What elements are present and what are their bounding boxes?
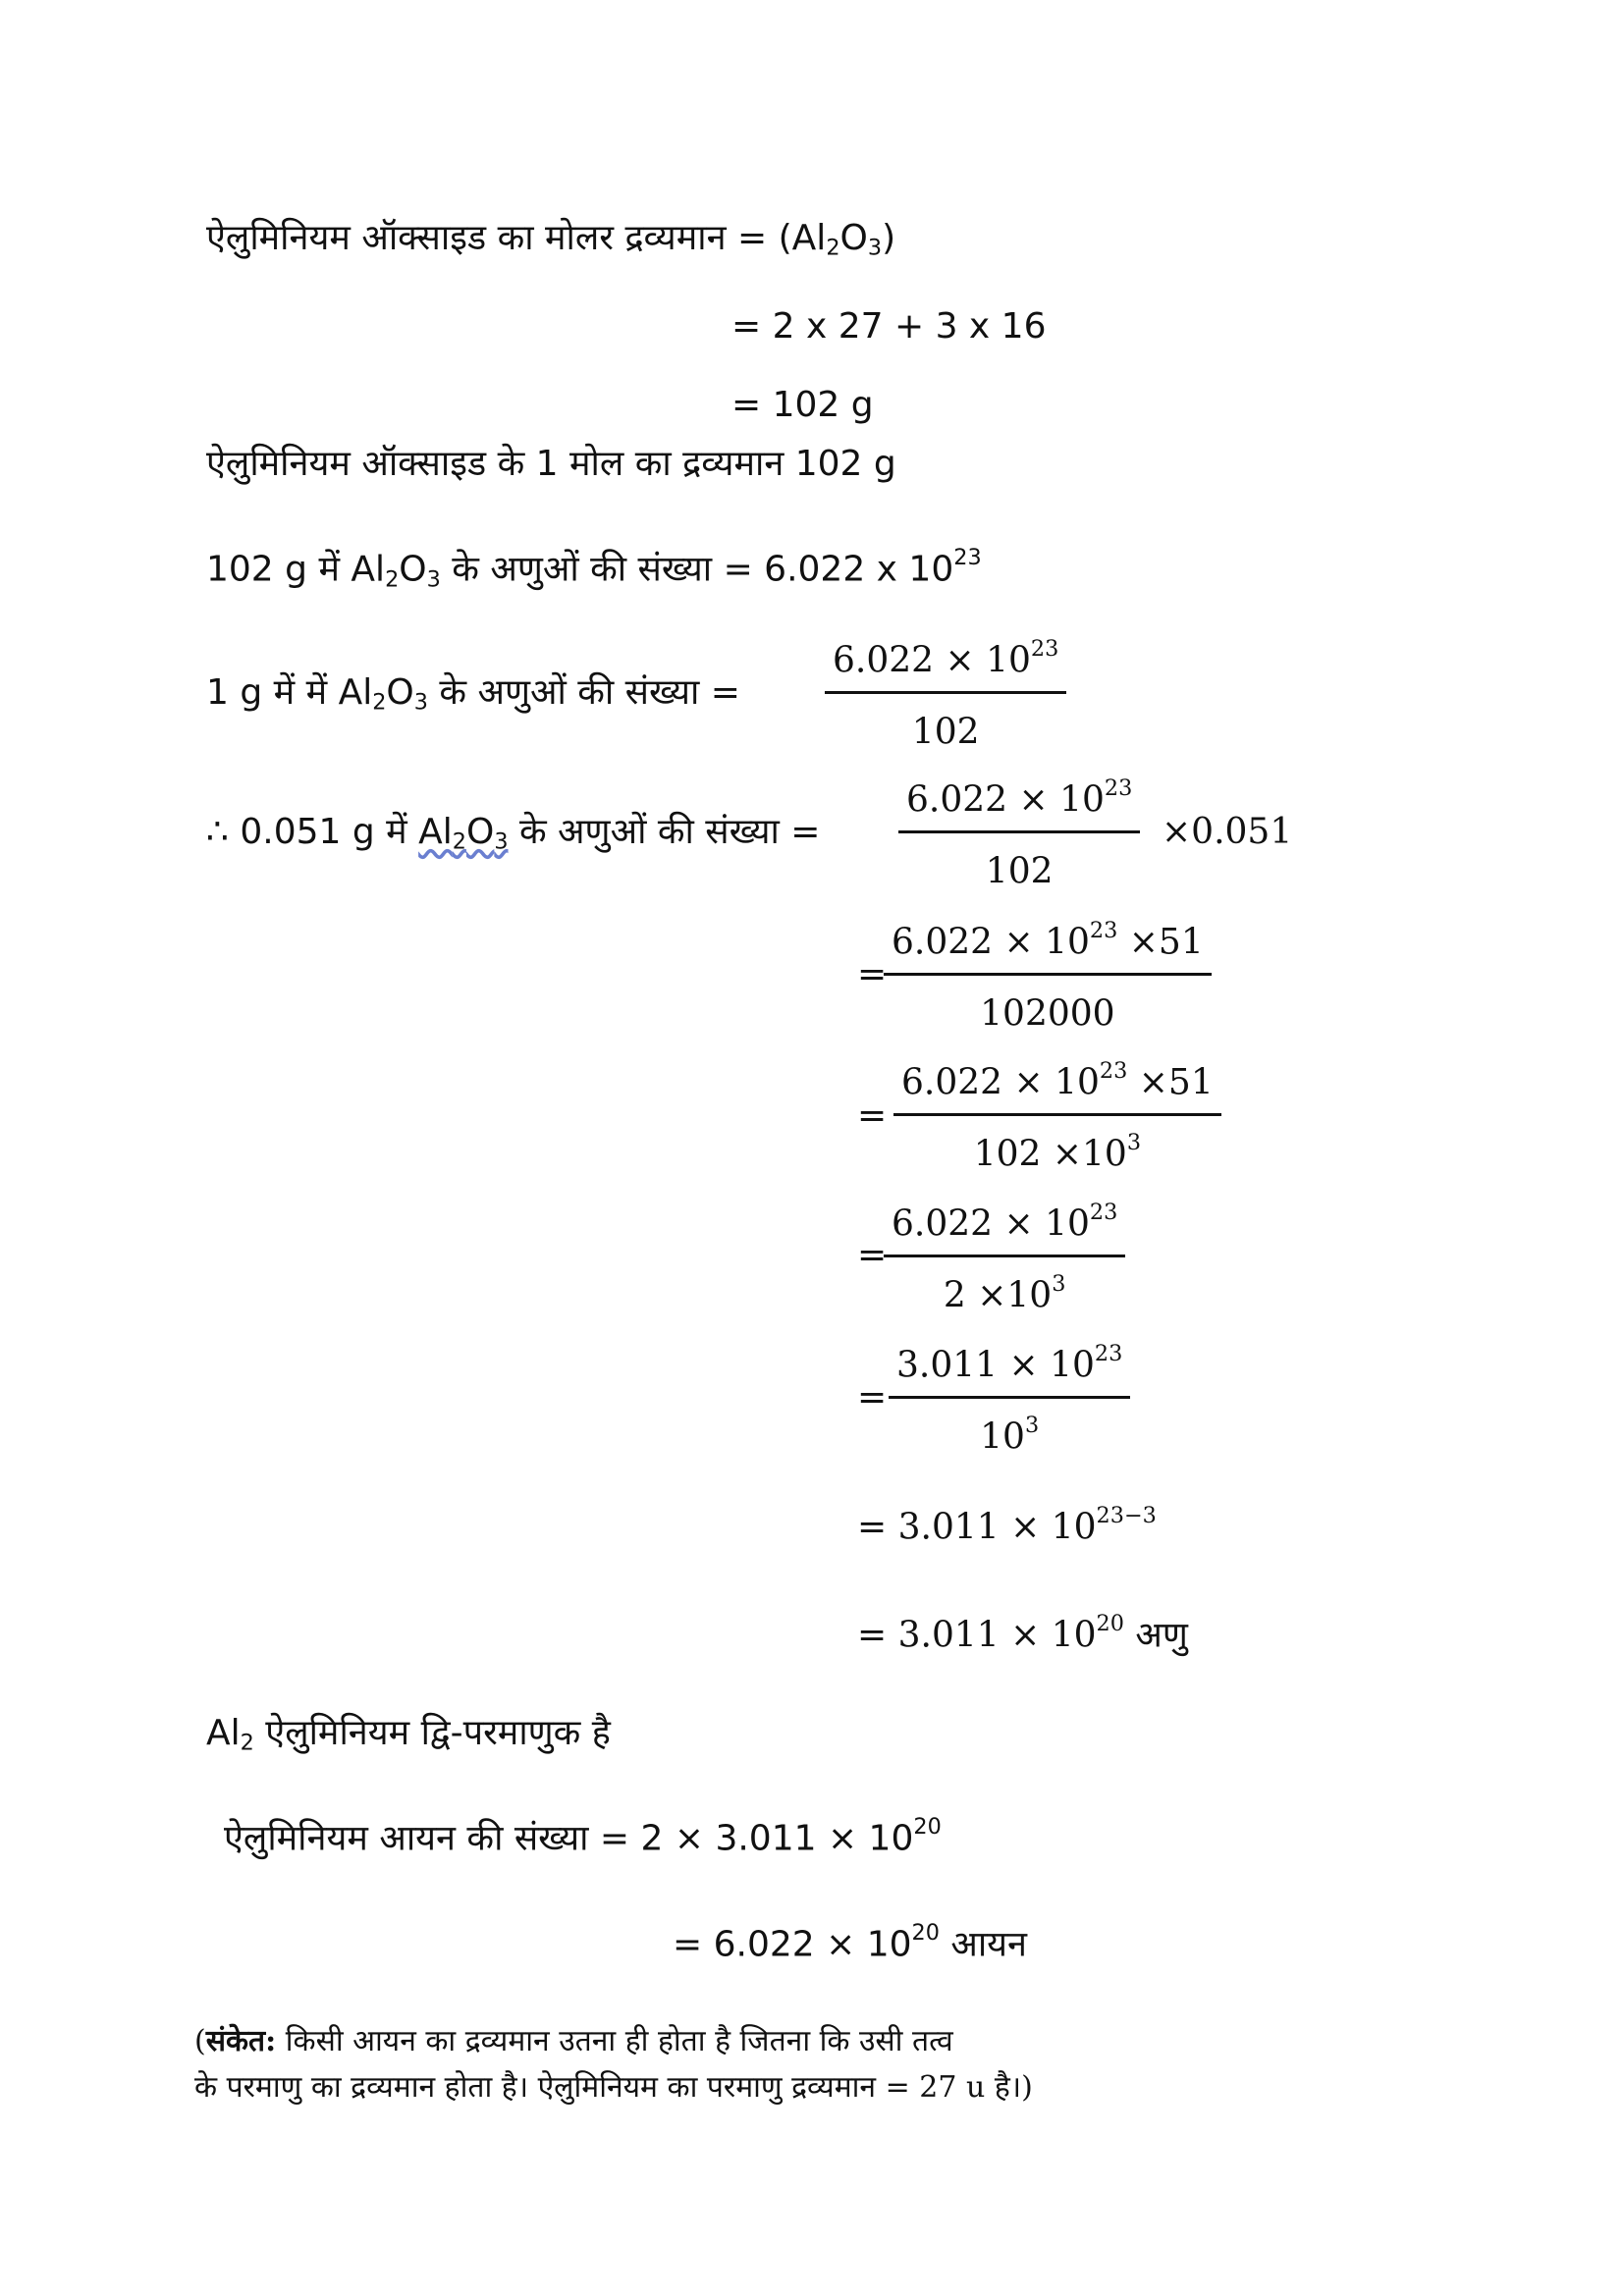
exponent-step: = $3.011 \times 10^{23-3}$ [857, 1503, 1157, 1548]
equals-sign: = [857, 954, 888, 994]
molecule-count-result: = $3.011 \times 10^{20}$ अणु [857, 1611, 1188, 1656]
fraction-6: $\frac{3.011 \times 10^{23}}{10^3}$ [889, 1341, 1130, 1457]
molar-mass-result: = 102 g [731, 385, 874, 425]
molar-mass-line: ऐलुमिनियम ऑक्साइड का मोलर द्रव्यमान = $(Al_2O_3)$ [206, 218, 896, 261]
molecules-in-1g-line: 1 g में में $Al_2O_3$ के अणुओं की संख्या = [206, 672, 740, 716]
fraction-3: $\frac{6.022 \times 10^{23} \times 51}{102000}$ [884, 918, 1212, 1034]
fraction-1: $\frac{6.022 \times 10^{23}}{102}$ [825, 636, 1066, 752]
equals-sign: = [857, 1377, 888, 1417]
molar-mass-calc: = 2 x 27 + 3 x 16 [731, 306, 1047, 347]
multiply-0051: ×0.051 [1162, 812, 1293, 852]
molecules-in-0051g-line: ∴ 0.051 g में $Al_2O_3$ के अणुओं की संख्या = [206, 812, 821, 855]
fraction-4: $\frac{6.022 \times 10^{23} \times 51}{102 \times 10^3}$ [893, 1058, 1221, 1174]
molar-mass-text: ऐलुमिनियम ऑक्साइड का मोलर द्रव्यमान = (Al [206, 218, 827, 258]
ion-count-line: ऐलुमिनियम आयन की संख्या = $2 \times 3.011 \times 10^{20}$ [224, 1814, 942, 1859]
hint-note-line-1: (संकेत: किसी आयन का द्रव्यमान उतना ही होता है जितना कि उसी तत्व [194, 2024, 953, 2058]
ion-count-result: = $6.022 \times 10^{20}$ आयन [673, 1920, 1028, 1965]
equals-sign: = [857, 1095, 888, 1136]
hint-label: संकेत: [205, 2024, 277, 2058]
molecules-in-102g-line: 102 g में $Al_2O_3$ के अणुओं की संख्या = 6.022 x $10^{23}$ [206, 545, 982, 593]
fraction-2: $\frac{6.022 \times 10^{23}}{102}$ [898, 775, 1140, 891]
hint-note-line-2: के परमाणु का द्रव्यमान होता है। ऐलुमिनियम का परमाणु द्रव्यमान = 27 u है।) [194, 2070, 1033, 2105]
one-mole-mass-line: ऐलुमिनियम ऑक्साइड के 1 मोल का द्रव्यमान 102 g [206, 444, 896, 484]
equals-sign: = [857, 1235, 888, 1275]
fraction-5: $\frac{6.022 \times 10^{23}}{2 \times 10^3}$ [884, 1200, 1125, 1315]
diatomic-line: $Al_2$ ऐलुमिनियम द्वि-परमाणुक है [206, 1713, 611, 1756]
